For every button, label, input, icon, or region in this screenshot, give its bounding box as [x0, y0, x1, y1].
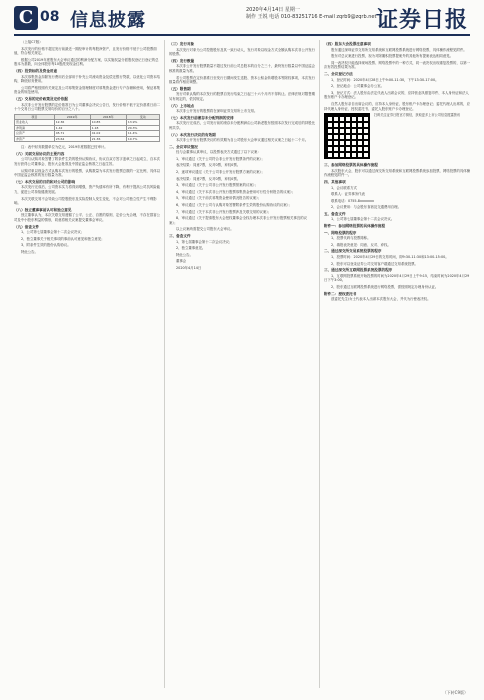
- body-paragraph: 公司将严格按照有关规定及公司募集资金管理制度对募集资金进行专户存储和使用，保证募集资金的规范使用。: [14, 85, 160, 95]
- body-paragraph: 2、股东可以登录证券公司交易客户端通过交易系统投票。: [331, 261, 418, 266]
- qr-code-caption: 扫码关注证券日报官方微信，获取更多上市公司信息披露资讯: [374, 113, 461, 118]
- body-paragraph: 特此公告。: [176, 252, 193, 257]
- body-paragraph: 本次非公开发行的股票将在深圳证券交易所上市交易。: [176, 109, 258, 114]
- section-heading: （四）发行数量: [169, 58, 195, 63]
- table-cell: 20.3%: [126, 125, 159, 131]
- body-paragraph: 本次非公开发行股票决议的有效期为自公司股东大会审议通过相关议案之日起十二个月。: [176, 138, 309, 143]
- section-title: 信息披露: [70, 10, 146, 31]
- body-paragraph: 1、登记时间：2020年4月28日上午9:00-11:30，下午13:30-17:00。: [331, 77, 439, 82]
- section-heading: 二、会议登记方法: [324, 71, 353, 76]
- body-paragraph: 5、审议通过《关于前次募集资金使用情况报告的议案》；: [176, 196, 262, 201]
- section-heading: 附件二：授权委托书: [324, 291, 357, 296]
- table-cell: 21.36: [90, 136, 126, 142]
- table-header-cell: 2018年: [90, 114, 126, 120]
- section-heading: （四）投资标的及资金用途: [14, 68, 58, 73]
- body-paragraph: （上接C7版）: [21, 40, 43, 44]
- table-cell: 营业收入: [15, 120, 55, 126]
- body-paragraph: 表决结果：同意7票，反对0票，弃权0票。: [176, 176, 241, 181]
- body-paragraph: 认购对象以现金方式认购本次发行的股票，认购数量为本次发行股票总数的一定比例，具体以中国证监会核准的发行数量为准。: [14, 168, 160, 178]
- body-paragraph: 本次非公开发行股票的定价基准日为公司董事会决议公告日，发行价格不低于定价基准日前二十个交易日公司股票交易均价的百分之八十。: [14, 102, 160, 112]
- table-cell: 11.4%: [126, 131, 159, 137]
- table-header-cell: 2019年: [54, 114, 90, 120]
- section-letter-badge: C: [14, 6, 38, 30]
- section-heading: （三）发行对象: [169, 42, 195, 46]
- section-heading: （八）本次发行决议的有效期: [169, 132, 216, 137]
- section-heading: 二、通过深交所交易系统投票的程序: [324, 249, 382, 254]
- newspaper-masthead: 证券日报: [375, 7, 468, 33]
- body-paragraph: 8、审议通过《关于提请股东大会授权董事会全权办理本次非公开发行股票相关事宜的议案》；: [169, 216, 307, 225]
- table-header-cell: 变动: [126, 114, 159, 120]
- section-heading: 三、参加网络投票的具体操作流程: [324, 163, 378, 168]
- body-paragraph: 2、独立董事意见。: [176, 246, 206, 251]
- body-paragraph: 股东对总议案进行投票，视为对除累积投票提案外的其他所有提案表达相同意见。: [331, 54, 454, 59]
- body-paragraph: 7、审议通过《关于本次非公开发行股票涉及关联交易的议案》；: [176, 209, 272, 214]
- body-paragraph: 2、会议费用：与会股东食宿及交通费用自理。: [331, 205, 401, 210]
- body-paragraph: 公司与认购对象签署了附条件生效的股份认购协议，协议自双方签字盖章之日起成立，自本次发行获得公司董事会、股东大会批准及中国证监会核准之日起生效。: [14, 157, 160, 166]
- body-paragraph: 1、第七届董事会第十二次会议决议；: [176, 239, 233, 244]
- body-paragraph: 根据公司2019年度股东大会审议通过的利润分配方案，以实施权益分派股权登记日登记的总股本为基数，向全体股东每10股派发现金红利。: [14, 57, 159, 67]
- body-paragraph: 同一表决权只能选择现场投票、网络投票中的一种方式，同一表决权出现重复投票的，以第一次有效投票结果为准。: [324, 60, 470, 70]
- body-paragraph: 经与会董事认真审议，以投票表决方式通过了以下议案：: [176, 150, 261, 155]
- body-paragraph: 若公司股票在定价基准日至发行日期间发生送股、资本公积金转增股本等除权事项，本次发行数量将作相应调整。: [169, 75, 315, 85]
- body-paragraph: 注：表中财务数据单位为亿元，2019年度数据已经审计。: [21, 145, 108, 150]
- body-paragraph: 本次股东大会，股东可以通过深交所交易系统和互联网投票系统参加投票，网络投票的具体操作流程见附件一。: [324, 168, 470, 178]
- table-cell: 12.36: [54, 120, 90, 126]
- table-row: [15, 136, 160, 142]
- body-paragraph: 本次募集资金扣除发行费用后全部用于补充公司流动资金及偿还银行贷款，以优化公司资本结构，降低财务费用。: [14, 74, 160, 84]
- body-paragraph: 自然人股东亲自出席会议的，应持本人身份证、股东账户卡办理登记；委托代理人出席的，应持代理人身份证、授权委托书、委托人股东账户卡办理登记。: [324, 101, 470, 111]
- body-paragraph: 1、投票代码与投票简称。: [331, 236, 371, 241]
- section-heading: 三、通过深交所互联网投票系统投票的程序: [324, 268, 393, 273]
- table-cell: 净资产: [15, 136, 55, 142]
- column-divider: [319, 40, 320, 688]
- body-paragraph: 本次非公开发行股票数量不超过发行前公司总股本的百分之三十，最终发行数量以中国证监会核准的数量为准。: [169, 64, 315, 73]
- table-cell: 13.9%: [126, 120, 159, 126]
- body-paragraph: 特此公告。: [21, 249, 38, 254]
- section-heading: 五、备查文件: [324, 211, 346, 216]
- body-paragraph: 2、填报表决意见：同意、反对、弃权。: [331, 242, 391, 247]
- continuation-note: （下转C9版）: [442, 690, 468, 695]
- editor-contact: 制作 王锐 电话 010-83251716 E-mail zqrb9@zqrb.net: [246, 14, 377, 20]
- section-heading: （七）本次发行前滚存未分配利润的安排: [169, 115, 234, 120]
- table-cell: 10.7%: [126, 136, 159, 142]
- section-heading: （九）备查文件: [14, 224, 40, 229]
- section-heading: 附件一：参加网络投票的具体操作流程: [324, 224, 386, 229]
- section-heading: （六）关联交易协议的主要内容: [14, 151, 65, 156]
- body-paragraph: 1、会议联系方式: [331, 185, 357, 190]
- article-columns: [14, 40, 470, 688]
- body-paragraph: 联系电话：0755-8xxxxxxx: [331, 198, 375, 203]
- body-paragraph: 2、股东通过互联网投票系统进行网络投票，需按照规定办理身份认证。: [331, 285, 439, 289]
- body-paragraph: 本次关联交易不会导致公司控股股东及实际控制人发生变化，不会对公司独立性产生不利影响。: [14, 196, 157, 206]
- body-paragraph: 6、审议通过《关于公司与认购对象签署附条件生效的股份认购协议的议案》；: [176, 203, 292, 208]
- body-paragraph: 4、审议通过《关于本次非公开发行股票募集资金使用可行性分析报告的议案》；: [176, 189, 296, 194]
- section-number: 08: [40, 9, 60, 25]
- section-heading: 二、会议审议情况: [169, 144, 198, 149]
- table-cell: 1.18: [90, 125, 126, 131]
- table-header-cell: 项目: [15, 114, 55, 120]
- body-paragraph: 兹委托先生/女士代表本人出席本次股东大会，并代为行使表决权。: [331, 297, 431, 302]
- section-heading: （六）上市地点: [169, 103, 195, 108]
- body-paragraph: 表决结果：同意7票，反对0票，弃权0票。: [176, 163, 241, 168]
- section-heading: 四、其他事项: [324, 179, 346, 184]
- page-header: [0, 0, 484, 40]
- body-paragraph: 3、附条件生效的股份认购协议。: [21, 243, 71, 248]
- body-paragraph: 3、审议通过《关于公司非公开发行股票预案的议案》；: [176, 183, 258, 188]
- table-cell: 10.85: [90, 120, 126, 126]
- body-paragraph: 董事会: [176, 259, 187, 264]
- section-heading: （五）交易的定价政策及定价依据: [14, 96, 68, 101]
- body-paragraph: 独立董事认为，本次关联交易遵循了公平、公正、自愿的原则，定价公允合理，不存在损害公司及中小股东利益的情形，同意将相关议案提交董事会审议。: [14, 213, 160, 222]
- body-paragraph: 本次发行的价格不超过发行前最近一期经审计的每股净资产，且发行价格不低于公司股票面值，符合相关规定。: [14, 46, 157, 56]
- body-paragraph: 1、投票时间：2020年4月29日的交易时间，即9:30-11:30和13:00-15:00。: [331, 255, 449, 260]
- table-cell: 1.42: [54, 125, 90, 131]
- qr-code-block: [324, 113, 470, 159]
- section-heading: 一、网络投票的程序: [324, 230, 357, 235]
- table-cell: 净利润: [15, 125, 55, 131]
- body-paragraph: 3、登记方式：法人股东由法定代表人出席会议的，应持营业执照复印件、本人身份证和法人股东账户卡办理登记。: [324, 90, 469, 100]
- section-heading: （五）限售期: [169, 86, 191, 91]
- body-paragraph: 本次发行对象为公司控股股东及其一致行动人，发行对象以现金方式全额认购本次非公开发行的股票。: [169, 47, 315, 57]
- qr-code-icon[interactable]: [324, 113, 370, 159]
- table-cell: 45.71: [54, 131, 90, 137]
- body-paragraph: 2、逐项审议通过《关于公司非公开发行股票方案的议案》；: [176, 170, 265, 175]
- section-heading: （八）独立董事事前认可和独立意见: [14, 207, 72, 212]
- body-paragraph: 本次发行完成后，公司发行前的滚存未分配利润由公司新老股东按照本次发行完成后的持股比例共享。: [169, 121, 315, 130]
- body-paragraph: 1、互联网投票系统开始投票的时间为2020年4月29日上午9:15，结束时间为2020年4月29日下午3:00。: [324, 273, 470, 283]
- body-paragraph: 1、公司第七届董事会第十二次会议决议；: [21, 230, 85, 235]
- section-heading: （七）本次交易的目的和对公司的影响: [14, 179, 76, 184]
- column-middle: [169, 40, 315, 688]
- body-paragraph: 2、登记地点：公司董事会办公室。: [331, 84, 385, 89]
- body-paragraph: 1、审议通过《关于公司符合非公开发行股票条件的议案》；: [176, 156, 265, 161]
- section-heading: 三、备查文件: [169, 234, 191, 238]
- body-paragraph: 联系人：证券事务代表: [331, 192, 365, 197]
- section-heading: （四）股东大会投票注意事项: [324, 42, 371, 46]
- table-cell: 23.64: [54, 136, 90, 142]
- column-left: [14, 40, 160, 688]
- publication-date: 2020年4月14日 星期一: [246, 7, 300, 13]
- table-cell: 41.02: [90, 131, 126, 137]
- body-paragraph: 2020年4月14日: [176, 265, 202, 270]
- body-paragraph: 1、公司第七届董事会第十二次会议决议。: [331, 217, 395, 222]
- body-paragraph: 发行对象认购的本次发行的股票自发行结束之日起三十六个月内不得转让。法律法规对限售期另有规定的，依其规定。: [169, 92, 315, 101]
- column-right: [324, 40, 470, 688]
- body-paragraph: 以上议案尚需提交公司股东大会审议。: [176, 227, 234, 232]
- header-rule: [14, 34, 470, 36]
- table-cell: 总资产: [15, 131, 55, 137]
- financial-table: [14, 114, 160, 143]
- body-paragraph: 股东通过深圳证券交易所交易系统和互联网投票系统进行网络投票，具体操作流程见附件。: [331, 47, 467, 52]
- column-divider: [164, 40, 165, 688]
- body-paragraph: 2、独立董事关于相关事项的事前认可意见和独立意见；: [21, 236, 105, 241]
- body-paragraph: 本次发行完成后，公司资本实力将得到增强，资产负债率有所下降，有利于提高公司抗风险能力，促进公司持续健康发展。: [14, 185, 160, 194]
